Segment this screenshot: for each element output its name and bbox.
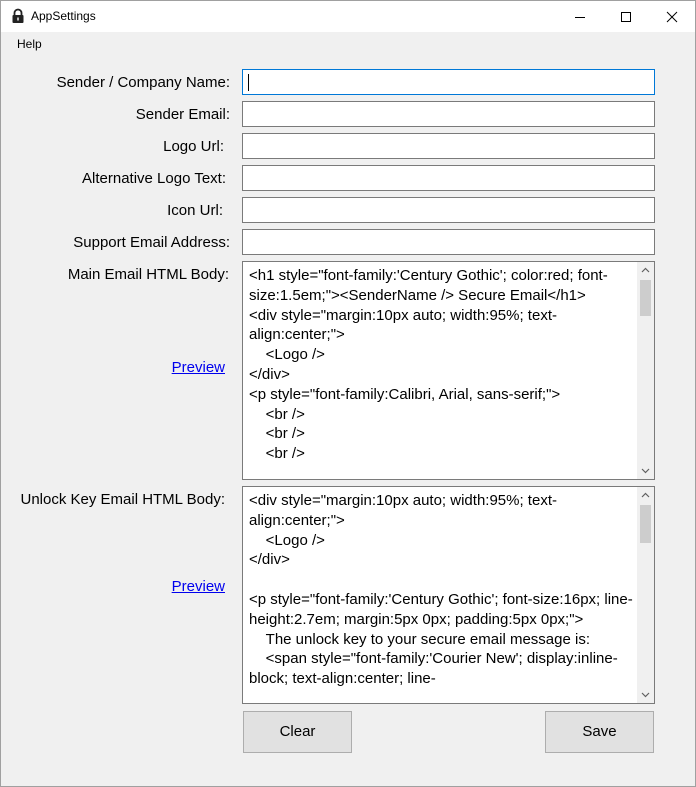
unlock-body-textarea[interactable] [242,486,655,704]
menu-bar [1,32,695,56]
main-body-textarea[interactable] [242,261,655,480]
sender-name-input[interactable] [242,69,655,95]
save-button[interactable]: Save [545,711,654,753]
alt-logo-text-input[interactable] [242,165,655,191]
unlock-body-scroll-thumb[interactable] [640,505,651,543]
main-body-content: <h1 style="font-family:'Century Gothic'; color:red; font-size:1.5em;"><SenderName /> Secure Email</h1> <div style="margin:10px auto; width:95%; text-align:center;"> <Logo /> </div> <p style="font-family:Calibri, Arial, sans-serif;"> <br /> <br /> <br /> [249,267,608,463]
window-title: AppSettings [31,9,96,23]
sender-name-label: Sender / Company Name: [56,74,230,91]
support-email-label: Support Email Address: [73,234,230,251]
main-body-preview-link[interactable]: Preview [171,359,225,376]
main-body-scrollbar[interactable] [637,262,654,479]
close-icon [666,11,678,23]
lock-icon [10,8,26,24]
unlock-body-label: Unlock Key Email HTML Body: [20,491,225,508]
sender-email-input[interactable] [242,101,655,127]
menu-help[interactable]: Help [17,37,42,51]
maximize-button[interactable] [603,1,649,32]
support-email-input[interactable] [242,229,655,255]
clear-button[interactable]: Clear [243,711,352,753]
logo-url-label: Logo Url: [163,138,224,155]
unlock-body-scrollbar[interactable] [637,487,654,703]
icon-url-label: Icon Url: [167,202,223,219]
icon-url-input[interactable] [242,197,655,223]
main-body-scroll-thumb[interactable] [640,280,651,316]
scroll-down-icon[interactable] [641,466,650,475]
scroll-up-icon[interactable] [641,491,650,500]
alt-logo-text-label: Alternative Logo Text: [82,170,226,187]
sender-email-label: Sender Email: [135,106,230,123]
logo-url-input[interactable] [242,133,655,159]
minimize-button[interactable] [557,1,603,32]
title-bar[interactable] [1,1,695,32]
minimize-icon [574,11,586,23]
unlock-body-content: <div style="margin:10px auto; width:95%; text-align:center;"> <Logo /> </div> <p style="font-family:'Century Gothic'; font-size:16px; line-height:2.7em; margin:5px 0px; padding:5px 0px;"> The unlock key to your secure email message is: <span style="font-family:'Courier New'; display:inline-block; text-align:center; line- [249,492,633,688]
text-caret [248,74,249,91]
unlock-body-preview-link[interactable]: Preview [171,578,225,595]
scroll-down-icon[interactable] [641,690,650,699]
close-button[interactable] [649,1,695,32]
scroll-up-icon[interactable] [641,266,650,275]
maximize-icon [620,11,632,23]
main-body-label: Main Email HTML Body: [67,266,229,283]
